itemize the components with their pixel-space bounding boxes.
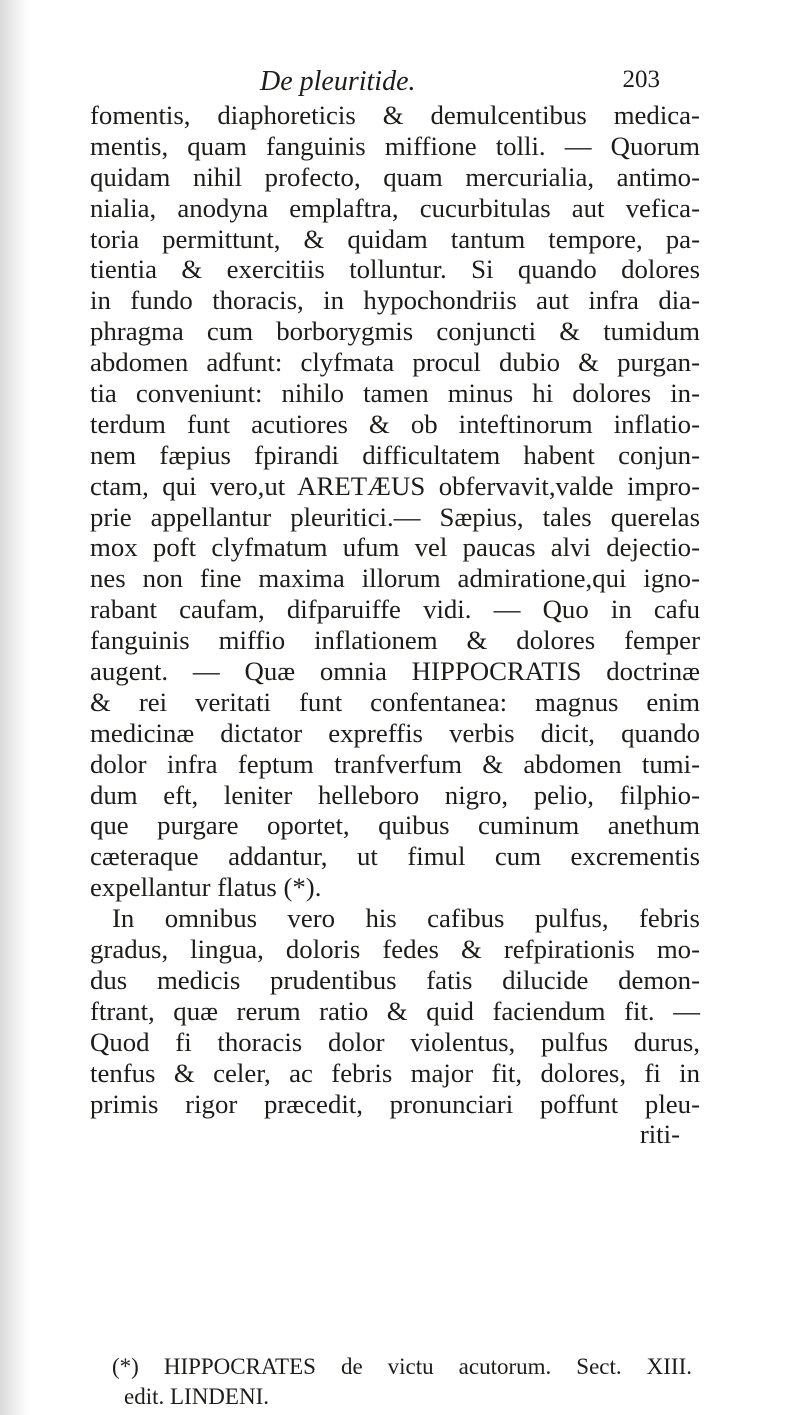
text-line: Quod fi thoracis dolor violentus, pulfus durus,	[90, 1026, 700, 1057]
text-line: dolor infra feptum tranfverfum & abdomen tumi-	[90, 748, 700, 779]
running-title: De pleuritide.	[260, 66, 416, 97]
text-line: & rei veritati funt confentanea: magnus enim	[90, 686, 700, 717]
text-line: nialia, anodyna emplaftra, cucurbitulas aut vefica-	[90, 192, 700, 223]
text-line: quidam nihil profecto, quam mercurialia, antimo-	[90, 161, 700, 192]
text-line: augent. — Quæ omnia HIPPOCRATIS doctrinæ	[90, 656, 700, 687]
text-line: tenfus & celer, ac febris major fit, dolores, fi in	[90, 1057, 700, 1088]
footnote-line: edit. LINDENI.	[124, 1384, 269, 1409]
text-line: terdum funt acutiores & ob inteftinorum inflatio-	[90, 408, 700, 439]
text-line: nem fæpius fpirandi difficultatem habent conjun-	[90, 439, 700, 470]
text-line: gradus, lingua, doloris fedes & refpirationis mo-	[90, 934, 700, 965]
footnote-line: (*) HIPPOCRATES de victu acutorum. Sect. XIII.	[112, 1354, 692, 1379]
text-line: in fundo thoracis, in hypochondriis aut infra dia-	[90, 285, 700, 316]
text-line: expellantur flatus (*).	[90, 872, 322, 903]
text-line: fomentis, diaphoreticis & demulcentibus medica-	[90, 100, 700, 130]
text-line: dus medicis prudentibus fatis dilucide demon-	[90, 964, 700, 995]
page-number: 203	[622, 66, 660, 93]
text-line: toria permittunt, & quidam tantum tempore, pa-	[90, 223, 700, 254]
text-line: cæteraque addantur, ut fimul cum excrementis	[90, 841, 700, 872]
text-line: prie appellantur pleuritici.— Sæpius, tales querelas	[90, 501, 700, 532]
catchword: riti-	[639, 1119, 680, 1150]
text-line: que purgare oportet, quibus cuminum anethum	[90, 810, 700, 841]
text-line: ftrant, quæ rerum ratio & quid faciendum fit. —	[90, 995, 700, 1026]
text-line: rabant caufam, difparuiffe vidi. — Quo in cafu	[90, 594, 700, 625]
text-line: mox poft clyfmatum ufum vel paucas alvi dejectio-	[90, 532, 700, 563]
text-line: dum eft, leniter helleboro nigro, pelio, filphio-	[90, 779, 700, 810]
text-line: fanguinis miffio inflationem & dolores femper	[90, 625, 700, 656]
text-line: ctam, qui vero,ut ARETÆUS obfervavit,valde impro-	[90, 470, 700, 501]
text-line: phragma cum borborygmis conjuncti & tumidum	[90, 316, 700, 347]
main-text-block	[90, 100, 700, 1150]
text-line: primis rigor præcedit, pronunciari poffunt pleu-	[90, 1088, 700, 1119]
text-line: tia conveniunt: nihilo tamen minus hi dolores in-	[90, 378, 700, 409]
text-line: nes non fine maxima illorum admiratione,qui igno-	[90, 563, 700, 594]
page-gutter-shadow	[0, 0, 30, 1415]
text-line: mentis, quam fanguinis miffione tolli. — Quorum	[90, 130, 700, 161]
text-line: tientia & exercitiis tolluntur. Si quando dolores	[90, 254, 700, 285]
text-line: abdomen adfunt: clyfmata procul dubio & purgan-	[90, 347, 700, 378]
text-line: In omnibus vero his cafibus pulfus, febris	[112, 903, 700, 934]
text-line: medicinæ dictator expreffis verbis dicit, quando	[90, 717, 700, 748]
footnote	[112, 1352, 692, 1412]
